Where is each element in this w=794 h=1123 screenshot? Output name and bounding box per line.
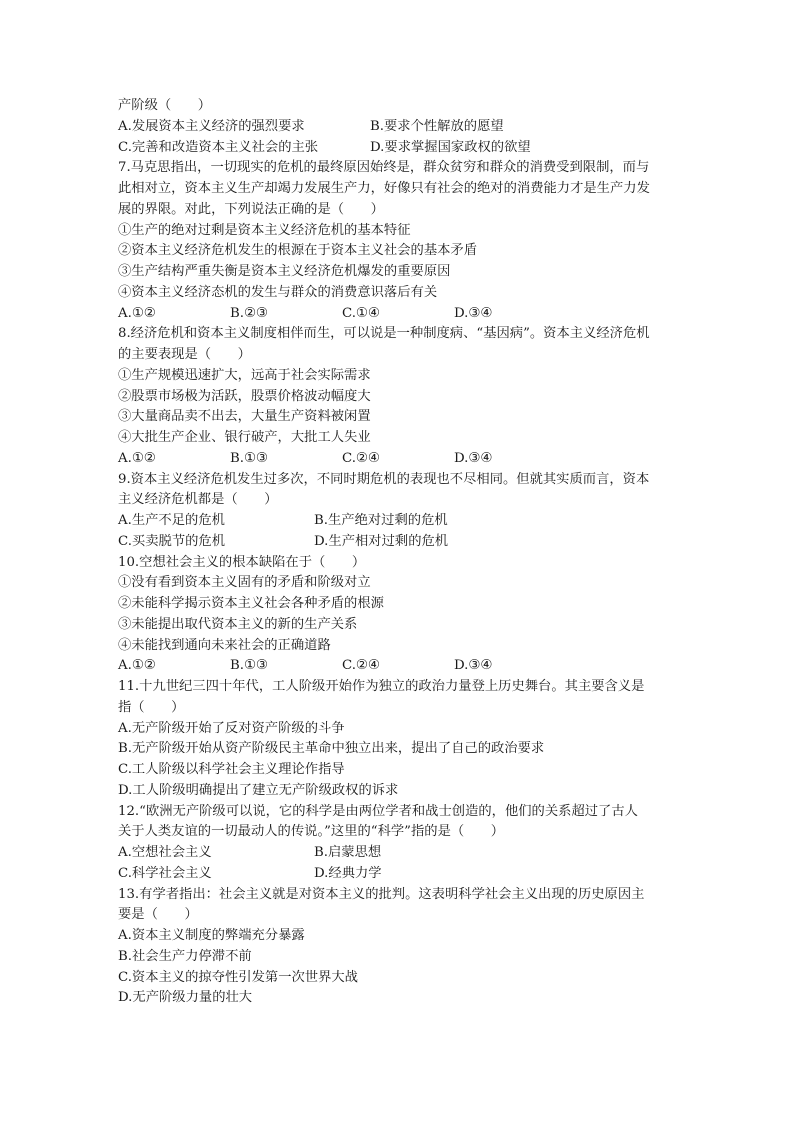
question-12 [118, 802, 678, 885]
option-a: A.①② [118, 305, 156, 321]
option-a: A.资本主义制度的弊端充分暴露 [118, 928, 305, 943]
question-stem: 展的界限。对此，下列说法正确的是（ ） [118, 201, 384, 217]
statement-item: ②股票市场极为活跃，股票价格波动幅度大 [118, 388, 371, 404]
option-c: C.完善和改造资本主义社会的主张 [118, 139, 319, 155]
option-b: B.无产阶级开始从资产阶级民主革命中独立出来，提出了自己的政治要求 [118, 741, 545, 757]
options-row [118, 532, 678, 553]
option-a: A.发展资本主义经济的强烈要求 [118, 118, 305, 134]
options-row [118, 449, 678, 470]
options-row [118, 656, 678, 677]
question-stem: 9.资本主义经济危机发生过多次，不同时期危机的表现也不尽相同。但就其实质而言，资本 [118, 471, 650, 487]
question-11 [118, 677, 678, 802]
question-8 [118, 324, 678, 469]
option-c: C.②④ [342, 450, 380, 466]
option-a: A.①② [118, 658, 156, 674]
question-stem: 产阶级（ ） [118, 98, 212, 113]
options-row [118, 864, 678, 885]
question-stem: 13.有学者指出：社会主义就是对资本主义的批判。这表明科学社会主义出现的历史原因主 [118, 886, 645, 902]
option-a: A.生产不足的危机 [118, 513, 225, 528]
option-c: C.②④ [342, 658, 380, 674]
statement-item: ③大量商品卖不出去，大量生产资料被闲置 [118, 409, 371, 425]
question-stem: 7.马克思指出，一切现实的危机的最终原因始终是，群众贫穷和群众的消费受到限制，而与 [118, 160, 650, 176]
statement-item: ④资本主义经济态机的发生与群众的消费意识落后有关 [118, 284, 438, 300]
option-a: A.①② [118, 450, 156, 466]
statement-item: ③生产结构严重失衡是资本主义经济危机爆发的重要原因 [118, 264, 451, 279]
statement-item: ②未能科学揭示资本主义社会各种矛盾的根源 [118, 596, 384, 611]
option-d: D.要求掌握国家政权的欲望 [370, 139, 531, 155]
option-d: D.生产相对过剩的危机 [314, 533, 449, 549]
option-c: C.资本主义的掠夺性引发第一次世界大战 [118, 969, 358, 985]
option-b: B.①③ [230, 450, 268, 466]
option-c: C.科学社会主义 [118, 865, 212, 881]
option-a: A.无产阶级开始了反对资产阶级的斗争 [118, 720, 345, 736]
option-d: D.③④ [454, 658, 493, 674]
statement-item: ①生产规模迅速扩大，远高于社会实际需求 [118, 367, 371, 383]
question-7 [118, 158, 678, 324]
option-d: D.工人阶级明确提出了建立无产阶级政权的诉求 [118, 782, 399, 798]
question-stem: 10.空想社会主义的根本缺陷在于（ ） [118, 554, 366, 570]
statement-item: ①生产的绝对过剩是资本主义经济危机的基本特征 [118, 222, 411, 238]
question-stem: 此相对立，资本主义生产却竭力发展生产力，好像只有社会的绝对的消费能力才是生产力发 [118, 181, 650, 196]
options-row [118, 304, 678, 325]
question-stem: 指（ ） [118, 699, 185, 715]
statement-item: ④大批生产企业、银行破产，大批工人失业 [118, 430, 371, 445]
options-row [118, 117, 678, 138]
option-b: B.社会生产力停滞不前 [118, 948, 252, 964]
question-stem: 主义经济危机都是（ ） [118, 492, 278, 508]
option-d: D.③④ [454, 450, 493, 466]
exam-page [118, 96, 678, 1009]
option-b: B.①③ [230, 658, 268, 674]
options-row [118, 138, 678, 159]
option-d: D.无产阶级力量的壮大 [118, 990, 253, 1006]
question-stem: 11.十九世纪三四十年代，工人阶级开始作为独立的政治力量登上历史舞台。其主要含义是 [118, 679, 645, 694]
option-a: A.空想社会主义 [118, 845, 212, 860]
question-stem: 关于人类友谊的一切最动人的传说。”这里的“科学”指的是（ ） [118, 824, 505, 840]
option-c: C.工人阶级以科学社会主义理论作指导 [118, 762, 345, 777]
options-row [118, 843, 678, 864]
option-b: B.启蒙思想 [314, 845, 382, 860]
question-stem: 12.“欧洲无产阶级可以说，它的科学是由两位学者和战士创造的，他们的关系超过了古人 [118, 803, 638, 819]
option-d: D.③④ [454, 305, 493, 321]
statement-item: ①没有看到资本主义固有的矛盾和阶级对立 [118, 575, 371, 591]
question-13 [118, 885, 678, 1010]
question-stem: 的主要表现是（ ） [118, 347, 251, 362]
question-stem: 8.经济危机和资本主义制度相伴而生，可以说是一种制度病、“基因病”。资本主义经济危机 [118, 326, 650, 342]
question-9 [118, 470, 678, 553]
statement-item: ③未能提出取代资本主义的新的生产关系 [118, 616, 358, 632]
option-b: B.②③ [230, 305, 268, 321]
question-stem: 要是（ ） [118, 907, 198, 923]
option-b: B.生产绝对过剩的危机 [314, 513, 448, 528]
question-6 [118, 96, 678, 158]
options-row [118, 511, 678, 532]
statement-item: ④未能找到通向未来社会的正确道路 [118, 637, 331, 653]
option-c: C.①④ [342, 305, 380, 321]
option-b: B.要求个性解放的愿望 [370, 118, 504, 134]
option-c: C.买卖脱节的危机 [118, 533, 226, 549]
statement-item: ②资本主义经济危机发生的根源在于资本主义社会的基本矛盾 [118, 243, 478, 259]
option-d: D.经典力学 [314, 865, 382, 881]
question-10 [118, 553, 678, 678]
